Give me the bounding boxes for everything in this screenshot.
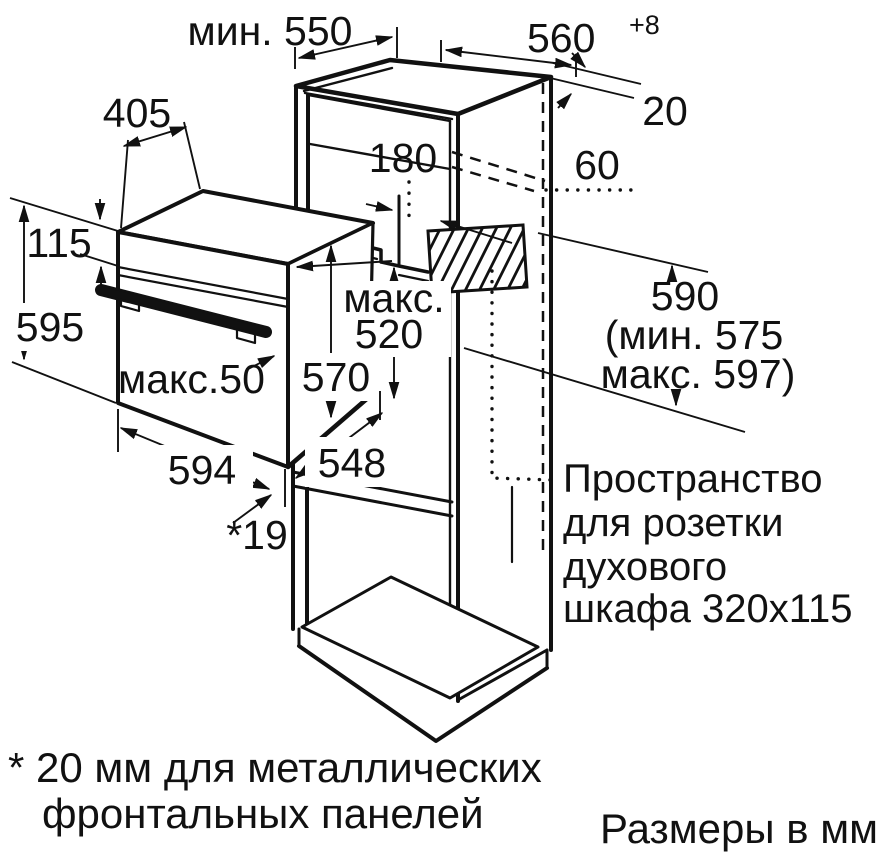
- socket-note-line2: для розетки: [563, 501, 784, 545]
- label-520: 520: [354, 311, 424, 357]
- socket-note-line3: духового: [563, 545, 728, 589]
- dim-180-arrow: [366, 204, 392, 210]
- socket-note-line4: шкафа 320x115: [563, 587, 853, 631]
- oven: [101, 191, 373, 467]
- dim-20-lines: [546, 63, 641, 98]
- label-594: 594: [167, 447, 237, 493]
- footnote-line1: * 20 мм для металлических: [8, 744, 542, 791]
- label-niche-width: 560: [527, 15, 596, 61]
- label-590-max: макс. 597): [600, 351, 796, 397]
- cabinet-left-stile-lower: [293, 452, 307, 629]
- dim-20-arrow-bottom: [558, 94, 571, 108]
- label-595: 595: [15, 304, 85, 350]
- label-115: 115: [26, 220, 92, 266]
- cabinet-top-face: [296, 60, 551, 114]
- label-door-thickness: макс.50: [118, 356, 265, 402]
- label-min-depth: мин. 550: [187, 8, 353, 54]
- cabinet-left-stile-upper: [296, 86, 308, 223]
- label-front-panel-gap: *19: [226, 512, 288, 558]
- label-max-word: макс.: [343, 275, 445, 321]
- dim-595-extension: [12, 362, 116, 403]
- label-590: 590: [650, 273, 720, 319]
- oven-front-face: [118, 232, 288, 467]
- units-note: Размеры в мм: [600, 805, 878, 852]
- socket-note-line1: Пространство: [563, 457, 823, 501]
- footnote-line2: фронтальных панелей: [42, 790, 484, 837]
- vent-dashed-lines: [452, 152, 545, 191]
- cabinet-floor: [302, 577, 538, 698]
- label-60: 60: [574, 142, 620, 188]
- label-niche-width-tolerance: +8: [629, 10, 660, 40]
- footnotes: [8, 744, 878, 852]
- label-405: 405: [102, 90, 172, 136]
- label-570: 570: [301, 354, 371, 400]
- label-590-min: (мин. 575: [604, 312, 784, 358]
- label-rear-gap: 20: [642, 88, 688, 134]
- label-548: 548: [317, 440, 387, 486]
- label-180: 180: [368, 135, 438, 181]
- socket-note: [563, 457, 853, 631]
